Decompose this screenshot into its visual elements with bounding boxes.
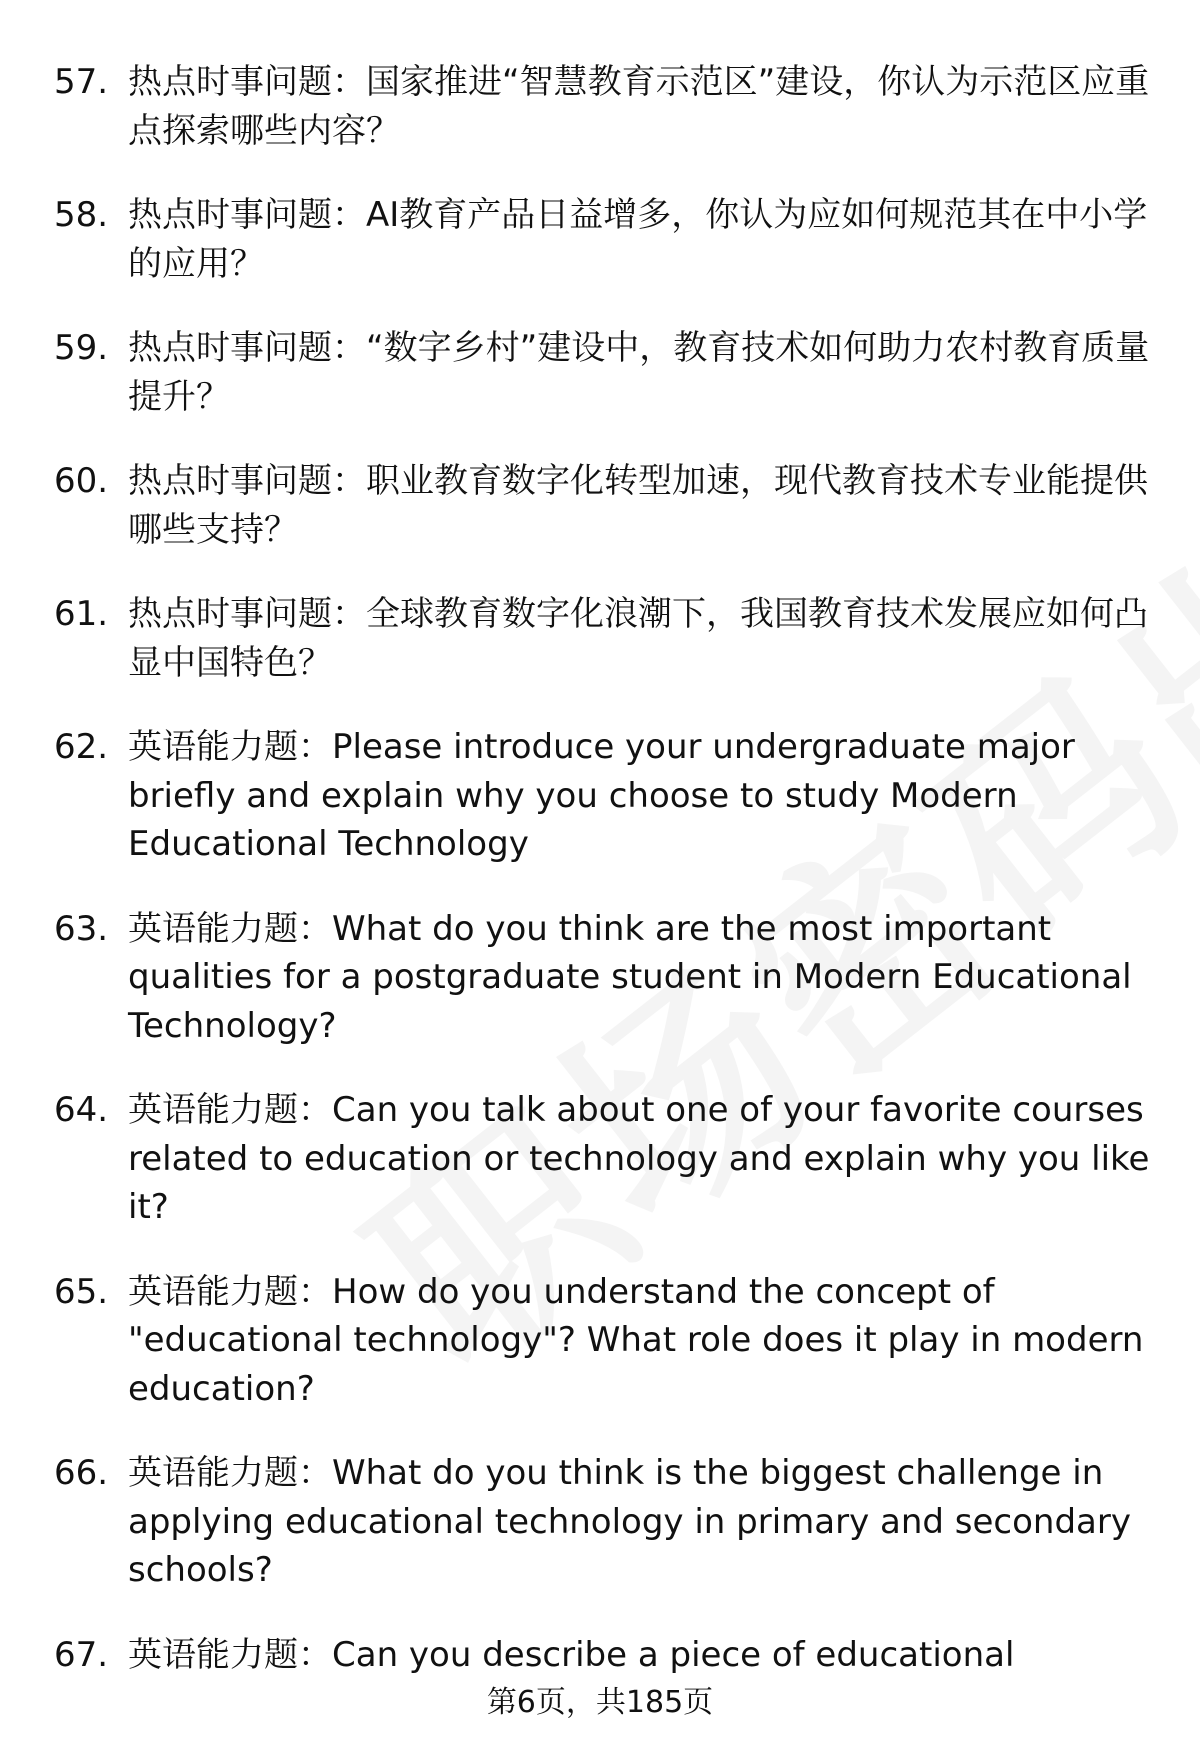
question-number: 61. [54,594,109,634]
question-item [0,457,1200,554]
question-text: 英语能力题：How do you understand the concept of "educational technology"? What role does it play in modern education? [128,1271,1144,1409]
question-text: 热点时事问题：全球教育数字化浪潮下，我国教育技术发展应如何凸显中国特色？ [128,594,1148,683]
question-text: 热点时事问题：“数字乡村”建设中，教育技术如何助力农村教育质量提升？ [128,328,1150,417]
question-text: 英语能力题：Can you talk about one of your favorite courses related to education or technology and explain why you like it? [128,1090,1150,1227]
question-text: 英语能力题：What do you think are the most important qualities for a postgraduate student in Modern Educational Technology? [128,908,1132,1046]
question-number: 57. [54,62,109,102]
question-text: 英语能力题：Can you describe a piece of educational [128,1634,1015,1675]
question-number: 58. [54,195,109,235]
question-number: 65. [54,1271,109,1312]
page-footer: 第6页，共185页 [486,1685,714,1720]
question-text: 热点时事问题：职业教育数字化转型加速，现代教育技术专业能提供哪些支持？ [128,461,1148,550]
question-number: 62. [54,727,109,767]
question-item [0,324,1200,421]
question-item [0,1086,1200,1232]
question-number: 66. [54,1453,109,1493]
question-number: 60. [54,461,109,501]
question-item [0,1631,1200,1680]
question-number: 64. [54,1090,109,1130]
question-text: 英语能力题：What do you think is the biggest challenge in applying educational technology in primary and secondary schools? [128,1453,1131,1590]
question-text: 热点时事问题：国家推进“智慧教育示范区”建设，你认为示范区应重点探索哪些内容？ [128,62,1150,151]
question-item [0,590,1200,687]
question-item [0,191,1200,288]
question-item [0,905,1200,1051]
question-number: 63. [54,908,109,949]
question-item [0,1449,1200,1595]
question-item [0,723,1200,869]
question-number: 67. [54,1634,109,1675]
question-item [0,1268,1200,1414]
question-text: 热点时事问题：AI教育产品日益增多，你认为应如何规范其在中小学的应用？ [128,195,1148,284]
question-item [0,58,1200,155]
question-number: 59. [54,328,109,368]
question-text: 英语能力题：Please introduce your undergraduate major briefly and explain why you choose to study Modern Educational Technology [128,727,1075,864]
question-list [0,58,1200,1715]
